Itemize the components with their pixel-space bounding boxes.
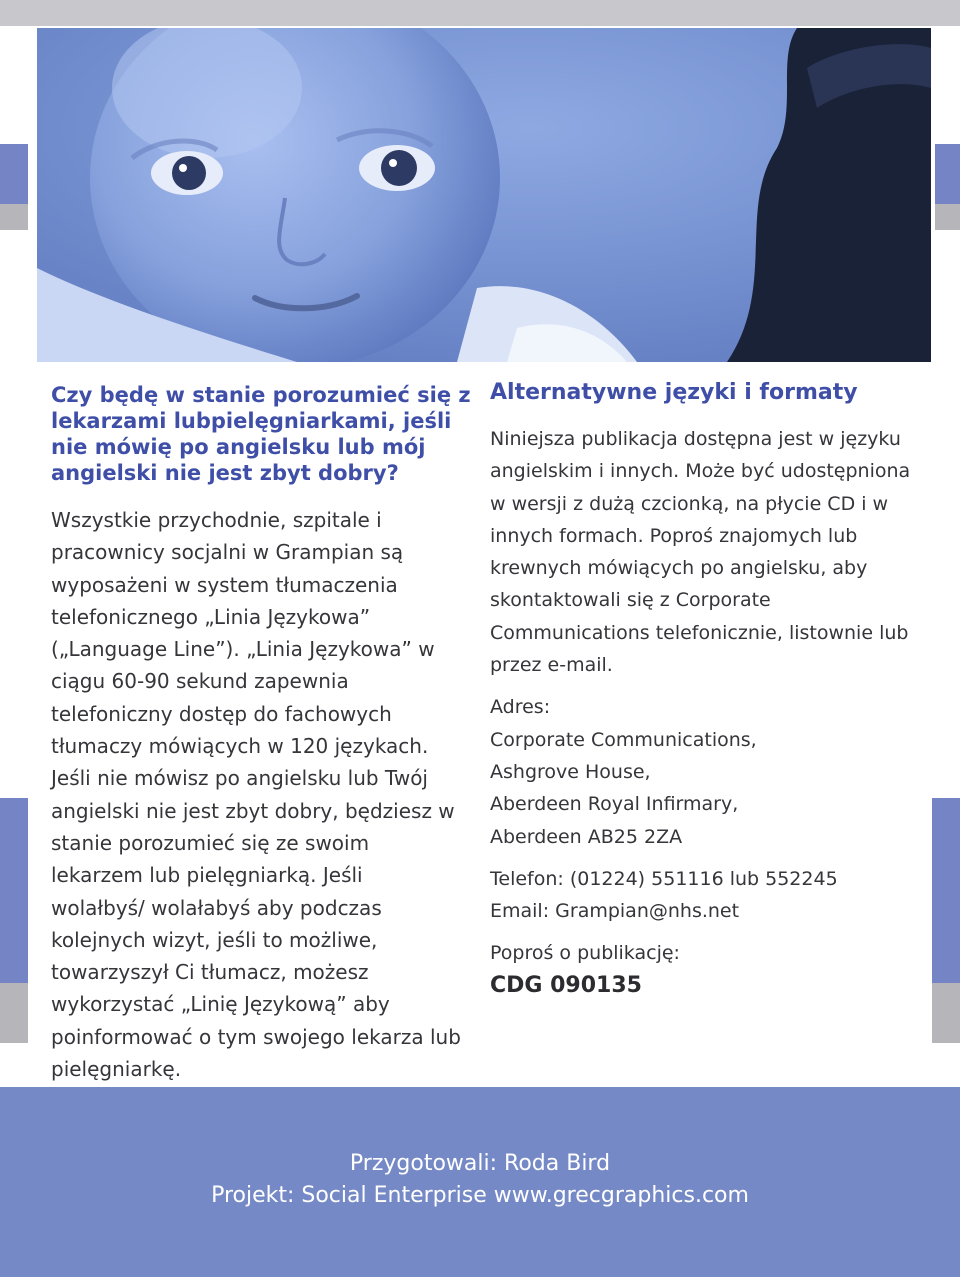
right-edge-tab-blue-1: [935, 144, 960, 204]
left-heading: Czy będę w stanie porozumieć się z lekarzami lubpielęgniarkami, jeśli nie mówię po angielsku lub mój angielski nie jest zbyt dobry?: [51, 383, 471, 485]
address-label: Adres:: [490, 696, 551, 719]
address-line-1: Corporate Communications,: [490, 728, 757, 751]
baby-photo: [37, 28, 931, 362]
footer-project-line: Projekt: Social Enterprise www.grecgraphics.com: [211, 1183, 749, 1208]
right-intro-text: Niniejsza publikacja dostępna jest w języku angielskim i innych. Może być udostępniona w wersji z dużą czcionką, na płycie CD i w innych formach. Poproś znajomych lub krewnych mówiących po angielsku, aby skontaktowali się z Corporate Communications telefonicznie, listownie lub przez e-mail.: [490, 428, 911, 677]
right-edge-tab-blue-2: [932, 798, 960, 983]
left-edge-tab-blue-1: [0, 144, 28, 204]
footer-band: [0, 1087, 960, 1277]
address-block: [490, 691, 930, 852]
footer-credit-line: Przygotowali: Roda Bird: [349, 1151, 611, 1176]
left-body-text: Wszystkie przychodnie, szpitale i pracownicy socjalni w Grampian są wyposażeni w system tłumaczenia telefonicznego „Linia Językowa” („Language Line”). „Linia Językowa” w ciągu 60-90 sekund zapewnia telefoniczny dostęp do fachowych tłumaczy mówiących w 120 językach. Jeśli nie mówisz po angielsku lub Twój angielski nie jest zbyt dobry, będziesz w stanie porozumieć się ze swoim lekarzem lub pielęgniarką. Jeśli wolałbyś/ wolałabyś aby podczas kolejnych wizyt, jeśli to możliwe, towarzyszył Ci tłumacz, możesz wykorzystać „Linię Językową” aby poinformować o tym swojego lekarza lub pielęgniarkę.: [51, 508, 461, 1082]
address-line-3: Aberdeen Royal Infirmary,: [490, 793, 739, 816]
email-line: Email: Grampian@nhs.net: [490, 900, 740, 923]
address-line-4: Aberdeen AB25 2ZA: [490, 825, 683, 848]
right-column: [490, 378, 930, 1002]
address-line-2: Ashgrove House,: [490, 760, 651, 783]
right-edge-tab-grey-1: [935, 204, 960, 230]
publication-code: CDG 090135: [490, 972, 642, 998]
request-label: Poproś o publikację:: [490, 942, 680, 965]
left-edge-tab-blue-2: [0, 798, 28, 983]
left-edge-tab-grey-1: [0, 204, 28, 230]
right-heading: Alternatywne języki i formaty: [490, 380, 858, 405]
top-border-strip: [0, 0, 960, 26]
left-edge-tab-grey-2: [0, 983, 28, 1043]
right-edge-tab-grey-2: [932, 983, 960, 1043]
baby-photo-illustration: [37, 28, 931, 362]
phone-line: Telefon: (01224) 551116 lub 552245: [490, 867, 838, 890]
